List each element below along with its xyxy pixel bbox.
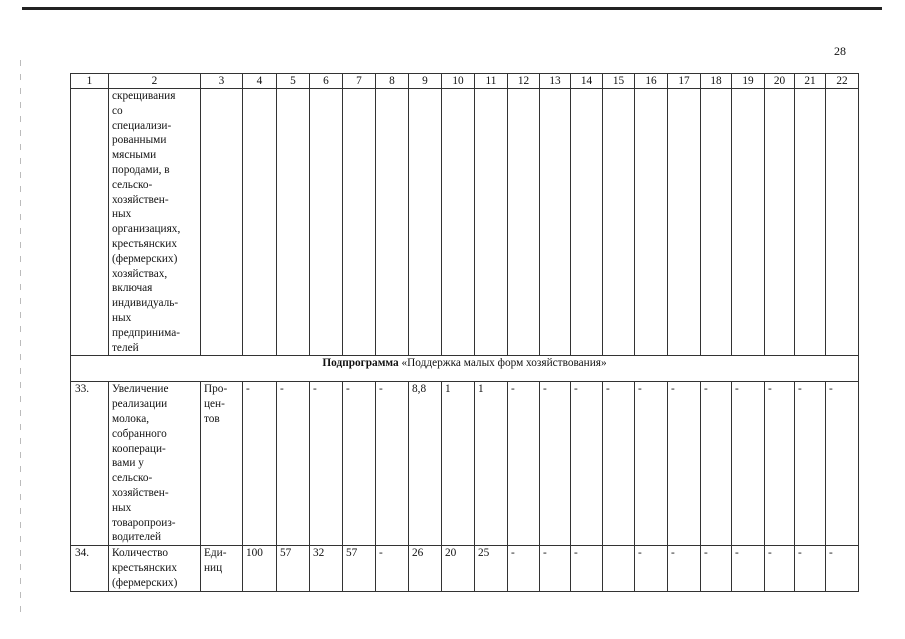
header-cell: 8	[376, 74, 409, 89]
header-cell: 16	[635, 74, 668, 89]
subprogram-row	[71, 356, 859, 382]
header-cell: 17	[668, 74, 701, 89]
indicator-name-cell: Количество крестьянских (фермерских)	[109, 546, 201, 591]
value-cell	[343, 89, 376, 356]
value-cell: -	[540, 382, 571, 546]
number-cell	[71, 89, 109, 356]
value-cell: -	[310, 382, 343, 546]
value-cell: -	[243, 382, 277, 546]
header-cell: 9	[409, 74, 442, 89]
value-cell: -	[571, 546, 603, 591]
table-row	[71, 382, 859, 546]
value-cell	[243, 89, 277, 356]
value-cell: -	[376, 546, 409, 591]
value-cell: -	[668, 546, 701, 591]
value-cell: -	[765, 546, 795, 591]
value-cell	[475, 89, 508, 356]
header-cell: 20	[765, 74, 795, 89]
header-cell: 5	[277, 74, 310, 89]
value-cell: -	[635, 546, 668, 591]
value-cell	[765, 89, 795, 356]
header-cell: 1	[71, 74, 109, 89]
row-number: 33.	[71, 382, 109, 546]
value-cell: -	[508, 382, 540, 546]
value-cell: -	[668, 382, 701, 546]
value-cell	[635, 89, 668, 356]
header-cell: 6	[310, 74, 343, 89]
value-cell: -	[571, 382, 603, 546]
value-cell: -	[795, 382, 826, 546]
value-cell: -	[277, 382, 310, 546]
value-cell	[701, 89, 732, 356]
header-cell: 11	[475, 74, 508, 89]
unit-cell: Про- цен- тов	[201, 382, 243, 546]
indicator-name-cell: скрещивания со специализи- рованными мясными породами, в сельско- хозяйствен- ных организациях, крестьянских (фермерских) хозяйствах, включая индивидуаль- ных предпринима- телей	[109, 89, 201, 356]
value-cell: -	[343, 382, 376, 546]
value-cell: 20	[442, 546, 475, 591]
value-cell	[442, 89, 475, 356]
top-border-line	[22, 7, 882, 10]
header-cell: 7	[343, 74, 376, 89]
value-cell: 26	[409, 546, 442, 591]
header-cell: 10	[442, 74, 475, 89]
value-cell: -	[701, 546, 732, 591]
value-cell: -	[795, 546, 826, 591]
column-number-header-row	[71, 74, 859, 89]
value-cell: -	[732, 546, 765, 591]
value-cell	[540, 89, 571, 356]
value-cell	[668, 89, 701, 356]
indicators-table	[70, 73, 859, 592]
unit-cell	[201, 89, 243, 356]
header-cell: 15	[603, 74, 635, 89]
value-cell: -	[635, 382, 668, 546]
continuation-row	[71, 89, 859, 356]
row-number: 34.	[71, 546, 109, 591]
subprogram-heading	[71, 356, 859, 382]
header-cell: 12	[508, 74, 540, 89]
value-cell	[508, 89, 540, 356]
value-cell: -	[732, 382, 765, 546]
value-cell: 8,8	[409, 382, 442, 546]
value-cell: -	[540, 546, 571, 591]
header-cell: 18	[701, 74, 732, 89]
value-cell: 25	[475, 546, 508, 591]
value-cell	[376, 89, 409, 356]
value-cell: -	[508, 546, 540, 591]
value-cell: -	[826, 382, 859, 546]
header-cell: 19	[732, 74, 765, 89]
header-cell: 21	[795, 74, 826, 89]
binding-margin-marks	[20, 60, 21, 620]
value-cell: 32	[310, 546, 343, 591]
header-cell: 14	[571, 74, 603, 89]
subprogram-name: «Поддержка малых форм хозяйствования»	[401, 357, 607, 370]
value-cell	[603, 89, 635, 356]
value-cell: 57	[343, 546, 376, 591]
value-cell: -	[765, 382, 795, 546]
page-number: 28	[834, 44, 846, 58]
value-cell	[795, 89, 826, 356]
value-cell: 100	[243, 546, 277, 591]
value-cell: -	[701, 382, 732, 546]
value-cell: -	[376, 382, 409, 546]
value-cell: 1	[442, 382, 475, 546]
value-cell: 1	[475, 382, 508, 546]
indicator-name-cell: Увеличение реализации молока, собранного коопераци- вами у сельско- хозяйствен- ных товаропроиз- водителей	[109, 382, 201, 546]
value-cell	[409, 89, 442, 356]
value-cell	[603, 546, 635, 591]
value-cell	[826, 89, 859, 356]
header-cell: 3	[201, 74, 243, 89]
unit-cell: Еди- ниц	[201, 546, 243, 591]
value-cell	[277, 89, 310, 356]
value-cell: 57	[277, 546, 310, 591]
header-cell: 2	[109, 74, 201, 89]
value-cell: -	[603, 382, 635, 546]
header-cell: 13	[540, 74, 571, 89]
value-cell	[732, 89, 765, 356]
header-cell: 22	[826, 74, 859, 89]
value-cell	[571, 89, 603, 356]
value-cell: -	[826, 546, 859, 591]
subprogram-prefix: Подпрограмма	[322, 357, 399, 370]
header-cell: 4	[243, 74, 277, 89]
table-row	[71, 546, 859, 591]
value-cell	[310, 89, 343, 356]
